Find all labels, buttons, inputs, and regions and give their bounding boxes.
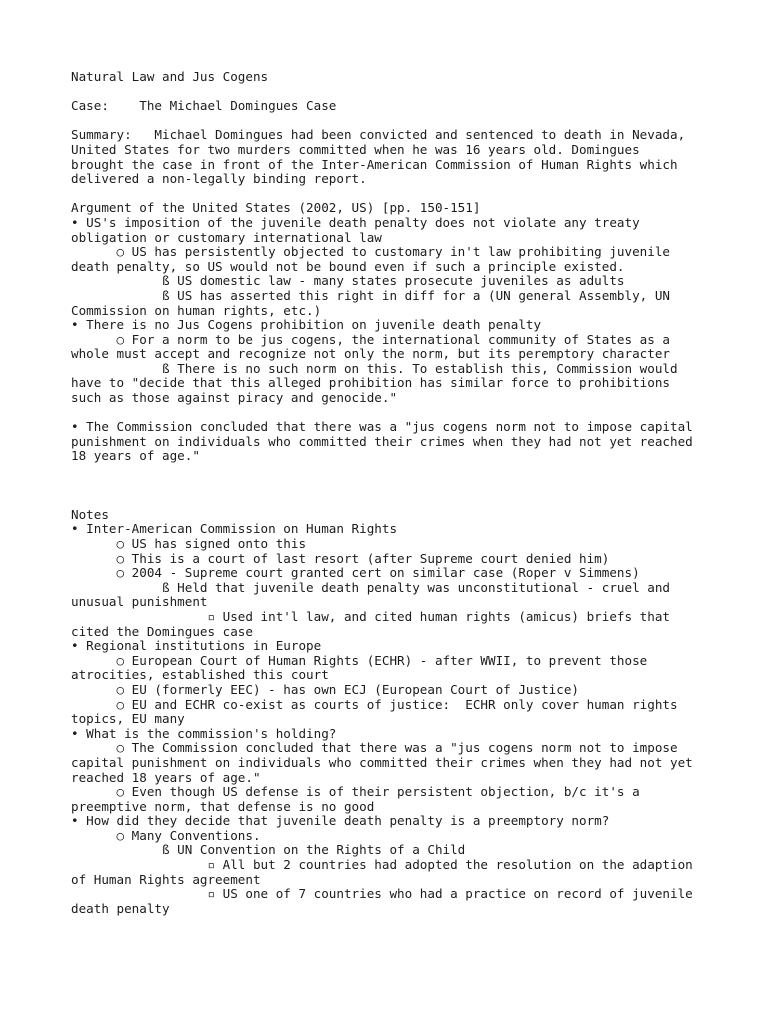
notes-line: ○ US has signed onto this <box>71 536 307 551</box>
argument-line: Commission on human rights, etc.) <box>71 302 322 318</box>
argument-line: • US's imposition of the juvenile death penalty does not violate any treaty <box>71 214 640 230</box>
notes-line: ○ 2004 - Supreme court granted cert on similar case (Roper v Simmens) <box>71 565 640 581</box>
argument-section <box>71 201 728 405</box>
notes-line: capital punishment on individuals who committed their crimes when they had not yet <box>71 754 693 770</box>
notes-line: cited the Domingues case <box>71 623 253 639</box>
notes-line: ß Held that juvenile death penalty was unconstitutional - cruel and <box>71 579 670 595</box>
notes-line: ○ Many Conventions. <box>71 827 261 843</box>
spacer <box>71 85 728 100</box>
notes-line: • How did they decide that juvenile death penalty is a preemptory norm? <box>71 813 610 829</box>
spacer <box>71 493 728 508</box>
argument-line: ß US has asserted this right in diff for a (UN general Assembly, UN <box>71 287 670 303</box>
notes-line: ▫ US one of 7 countries who had a practice on record of juvenile <box>71 886 693 902</box>
notes-line: ○ The Commission concluded that there was a "jus cogens norm not to impose <box>71 740 678 756</box>
notes-line: • Regional institutions in Europe <box>71 638 322 654</box>
notes-line: ▫ Used int'l law, and cited human rights (amicus) briefs that <box>71 608 670 624</box>
notes-line: ○ European Court of Human Rights (ECHR) - after WWII, to prevent those <box>71 652 648 668</box>
notes-line: preemptive norm, that defense is no good <box>71 798 375 814</box>
summary-section <box>71 128 728 186</box>
argument-line: such as those against piracy and genocide." <box>71 390 398 406</box>
argument-line: death penalty, so US would not be bound even if such a principle existed. <box>71 258 625 274</box>
notes-line: ○ EU (formerly EEC) - has own ECJ (European Court of Justice) <box>71 681 579 697</box>
argument-line: have to "decide that this alleged prohibition has similar force to prohibitions <box>71 375 670 391</box>
notes-line: atrocities, established this court <box>71 667 329 683</box>
argument-line: obligation or customary international law <box>71 229 382 245</box>
notes-line: topics, EU many <box>71 711 185 727</box>
document-title: Natural Law and Jus Cogens <box>71 69 269 84</box>
argument-line: ○ For a norm to be jus cogens, the international community of States as a <box>71 331 670 347</box>
notes-line: death penalty <box>71 900 170 916</box>
notes-line: ▫ All but 2 countries had adopted the resolution on the adaption <box>71 857 693 873</box>
notes-line: unusual punishment <box>71 594 208 610</box>
notes-line: ○ Even though US defense is of their persistent objection, b/c it's a <box>71 784 640 800</box>
notes-line: • Inter-American Commission on Human Rights <box>71 521 398 537</box>
argument-line: • There is no Jus Cogens prohibition on juvenile death penalty <box>71 317 542 333</box>
spacer <box>71 464 728 479</box>
notes-section <box>71 508 728 917</box>
notes-line: ○ This is a court of last resort (after Supreme court denied him) <box>71 550 610 566</box>
argument-line: Argument of the United States (2002, US) [pp. 150-151] <box>71 200 481 216</box>
notes-line: ß UN Convention on the Rights of a Child <box>71 842 466 858</box>
argument-line: whole must accept and recognize not only the norm, but its peremptory character <box>71 346 670 362</box>
case-line: Case: The Michael Domingues Case <box>71 98 337 114</box>
conclusion-line: • The Commission concluded that there was a "jus cogens norm not to impose capital <box>71 419 693 435</box>
conclusion-line: 18 years of age." <box>71 448 200 464</box>
argument-line: ○ US has persistently objected to customary in't law prohibiting juvenile <box>71 244 670 260</box>
summary-line: delivered a non-legally binding report. <box>71 171 367 187</box>
notes-heading: Notes <box>71 506 109 522</box>
notes-line: • What is the commission's holding? <box>71 725 337 741</box>
summary-line: Summary: Michael Domingues had been convicted and sentenced to death in Nevada, <box>71 127 686 143</box>
notes-line: reached 18 years of age." <box>71 769 261 785</box>
notes-line: ○ EU and ECHR co-exist as courts of justice: ECHR only cover human rights <box>71 696 678 712</box>
argument-line: ß US domestic law - many states prosecute juveniles as adults <box>71 273 625 289</box>
argument-line: ß There is no such norm on this. To establish this, Commission would <box>71 360 678 376</box>
spacer <box>71 187 728 202</box>
conclusion-section <box>71 420 728 464</box>
spacer <box>71 406 728 421</box>
summary-line: United States for two murders committed when he was 16 years old. Domingues <box>71 141 640 157</box>
spacer <box>71 479 728 494</box>
spacer <box>71 114 728 129</box>
summary-line: brought the case in front of the Inter-American Commission of Human Rights which <box>71 156 678 172</box>
conclusion-line: punishment on individuals who committed their crimes when they had not yet reached <box>71 433 693 449</box>
notes-line: of Human Rights agreement <box>71 871 261 887</box>
